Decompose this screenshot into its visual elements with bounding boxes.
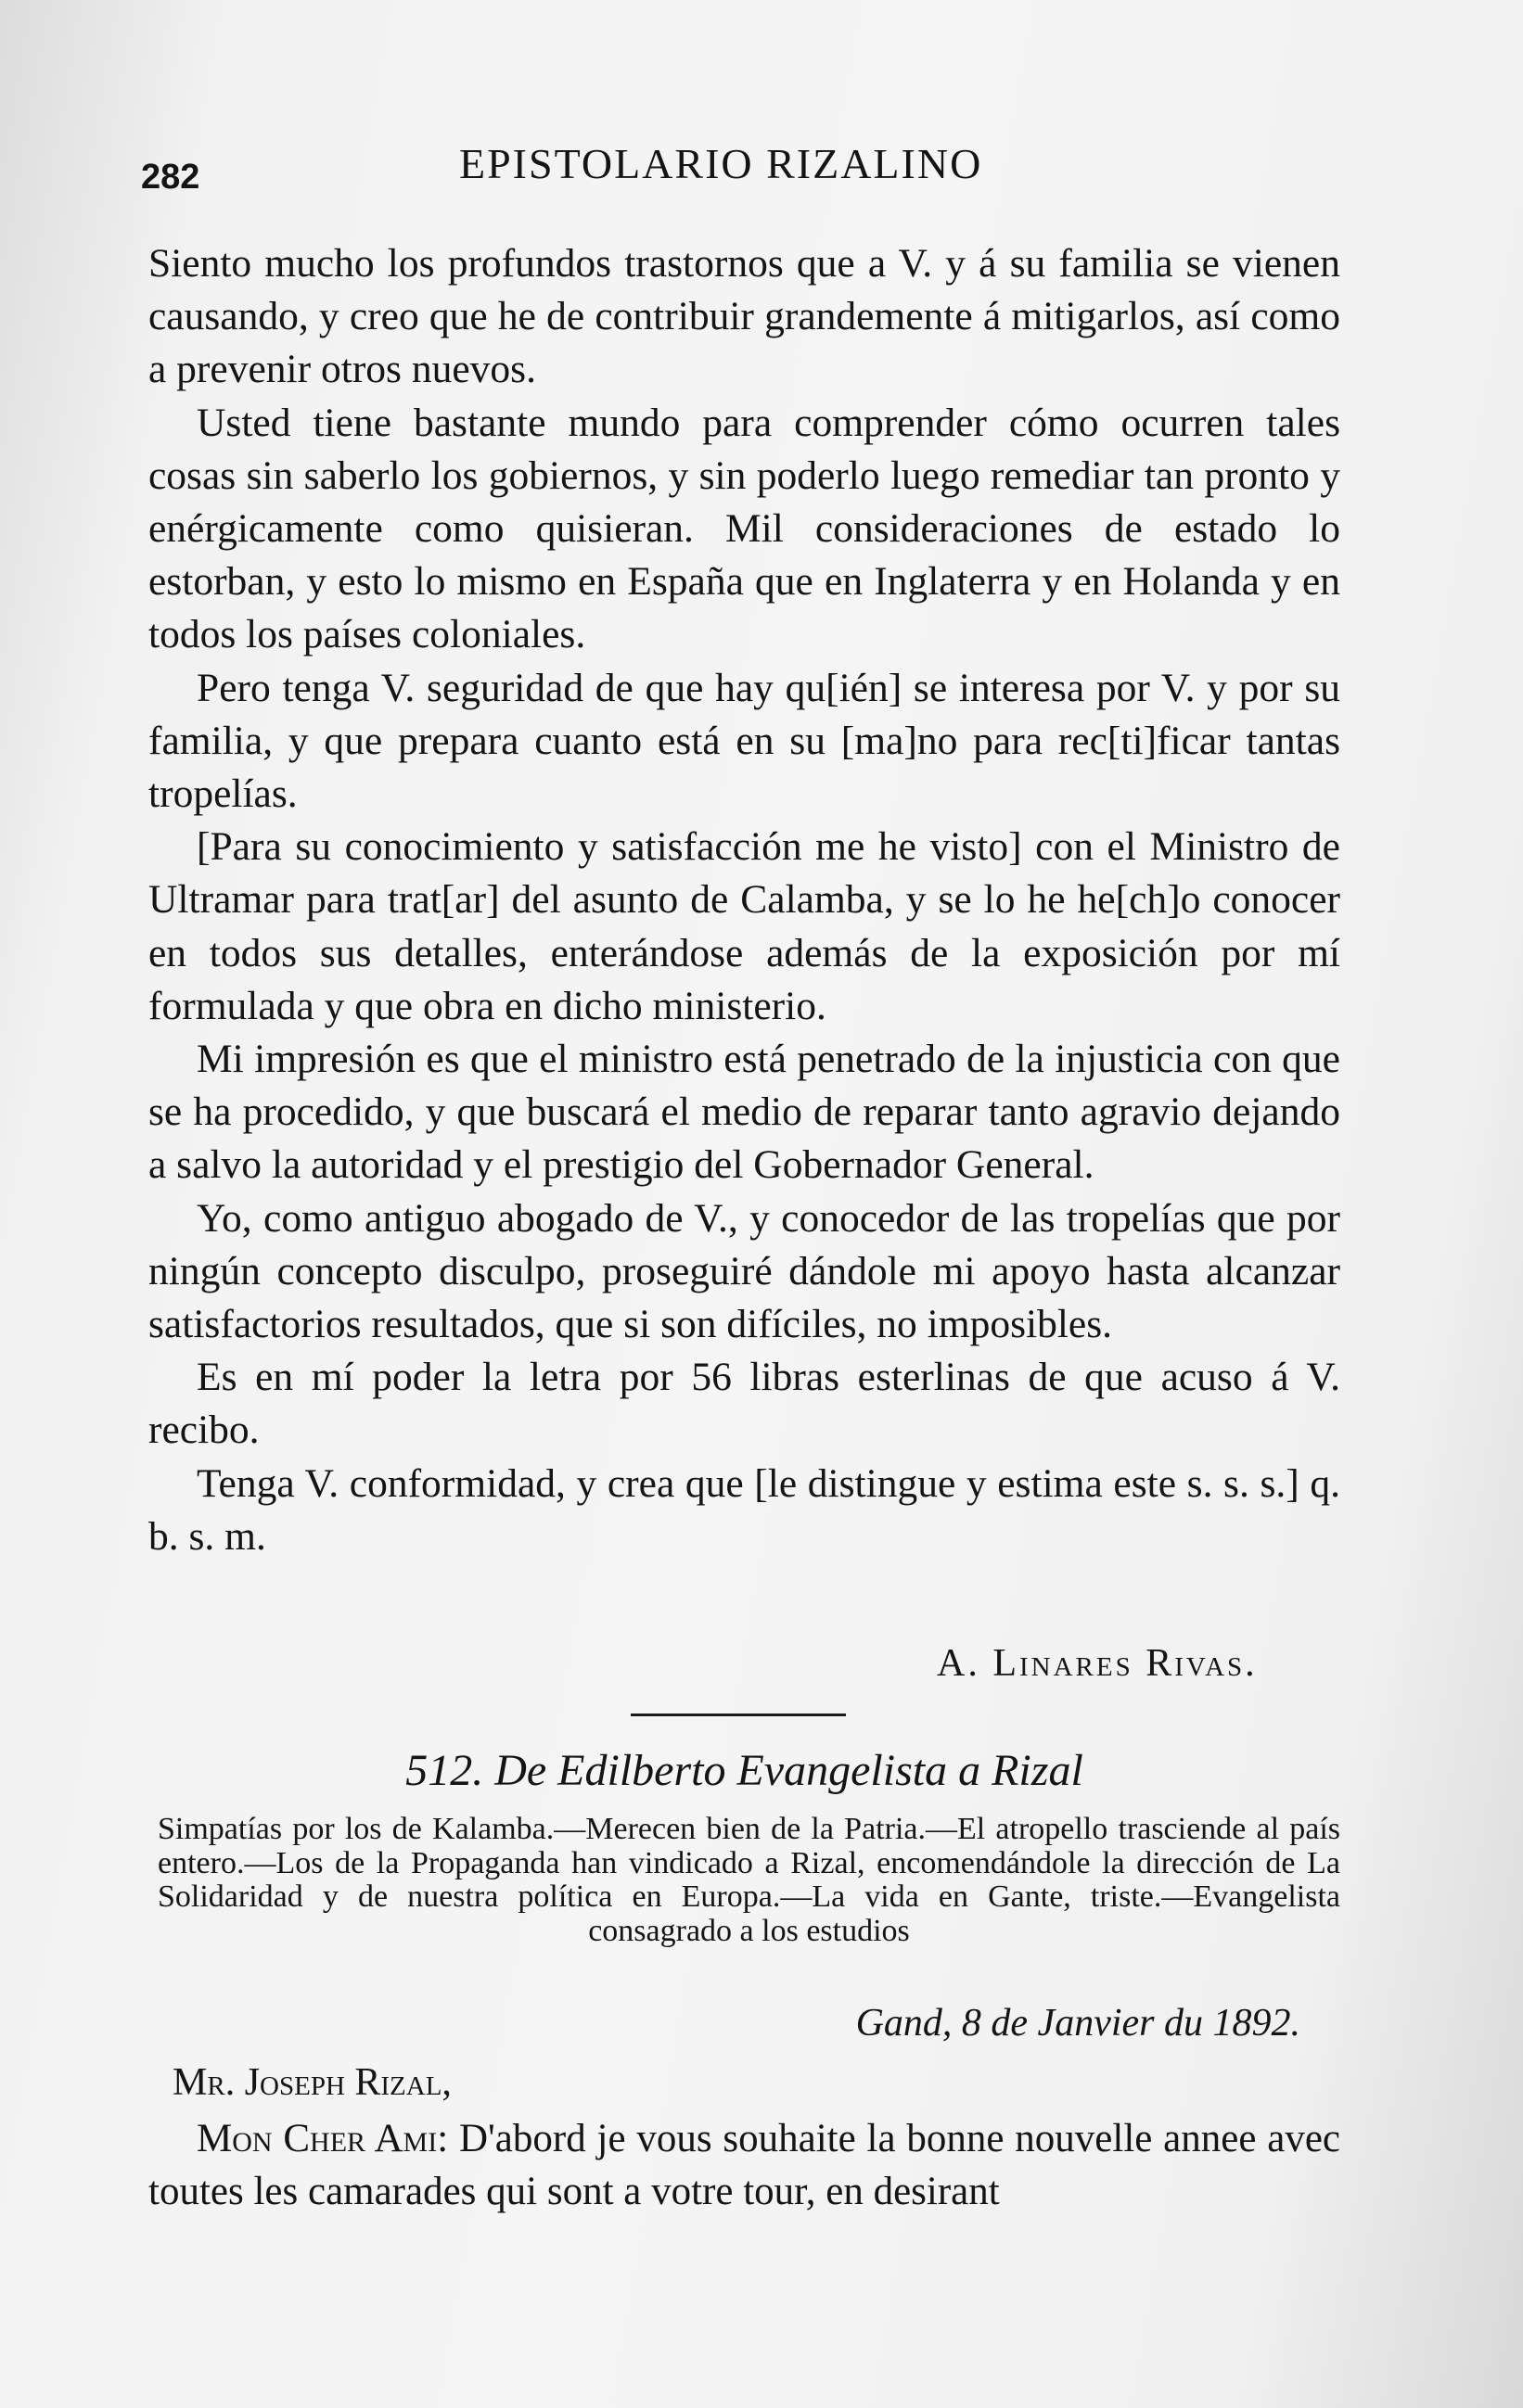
- signature: A. Linares Rivas.: [937, 1642, 1258, 1685]
- addressee: Mr. Joseph Rizal,: [173, 2061, 452, 2104]
- paragraph: Usted tiene bastante mundo para comprender cómo ocurren tales cosas sin saberlo los gobiernos, y sin poderlo luego remediar tan pronto y enérgicamente como quisieran. Mil consideraciones de estado lo estorban, y esto lo mismo en España que en Inglaterra y en Holanda y en todos los países coloniales.: [148, 400, 1340, 657]
- paragraph: [148, 2112, 1340, 2218]
- page-header: [139, 139, 1345, 195]
- paragraph: Tenga V. conformidad, y crea que [le distingue y estima este s. s. s.] q. b. s. m.: [148, 1460, 1340, 1559]
- letter-summary: Simpatías por los de Kalamba.—Merecen bien de la Patria.—El atropello trasciende al país entero.—Los de la Propaganda han vindicado a Rizal, encomendándole la dirección de La Solidaridad y de nuestra política en Europa.—La vida en Gante, triste.—Evangelista consagrado a los estudios: [158, 1812, 1340, 1948]
- dateline: Gand, 8 de Janvier du 1892.: [855, 2002, 1300, 2045]
- running-head: EPISTOLARIO RIZALINO: [459, 140, 983, 187]
- paragraph: Pero tenga V. seguridad de que hay qu[ién] se interesa por V. y por su familia, y que prepara cuanto está en su [ma]no para rec[ti]ficar tantas tropelías.: [148, 665, 1340, 817]
- paragraph: Es en mí poder la letra por 56 libras esterlinas de que acuso á V. recibo.: [148, 1355, 1340, 1453]
- letter-heading: 512. De Edilberto Evangelista a Rizal: [405, 1746, 1083, 1795]
- page-number: 282: [141, 158, 200, 197]
- letter-512-body: [148, 2112, 1340, 2218]
- opening-text: : D'abord je vous souhaite la bonne nouvelle annee avec toutes les camarades qui sont a votre tour, en desirant: [148, 2117, 1340, 2213]
- letter-511-body: [148, 237, 1340, 1563]
- paragraph: Siento mucho los profundos trastornos que a V. y á su familia se vienen causando, y creo que he de contribuir grandemente á mitigarlos, así como a prevenir otros nuevos.: [148, 241, 1340, 392]
- section-divider: [631, 1714, 846, 1716]
- paragraph: Mi impresión es que el ministro está penetrado de la injusticia con que se ha procedido, y que buscará el medio de reparar tanto agravio dejando a salvo la autoridad y el prestigio del Gobernador General.: [148, 1037, 1340, 1188]
- paragraph: [Para su conocimiento y satisfacción me he visto] con el Ministro de Ultramar para trat[ar] del asunto de Calamba, y se lo he he[ch]o conocer en todos sus detalles, enterándose además de la exposición por mí formulada y que obra en dicho ministerio.: [148, 824, 1340, 1028]
- salutation: Mon Cher Ami: [197, 2117, 438, 2160]
- paragraph: Yo, como antiguo abogado de V., y conocedor de las tropelías que por ningún concepto disculpo, proseguiré dándole mi apoyo hasta alcanzar satisfactorios resultados, que si son difíciles, no imposibles.: [148, 1195, 1340, 1347]
